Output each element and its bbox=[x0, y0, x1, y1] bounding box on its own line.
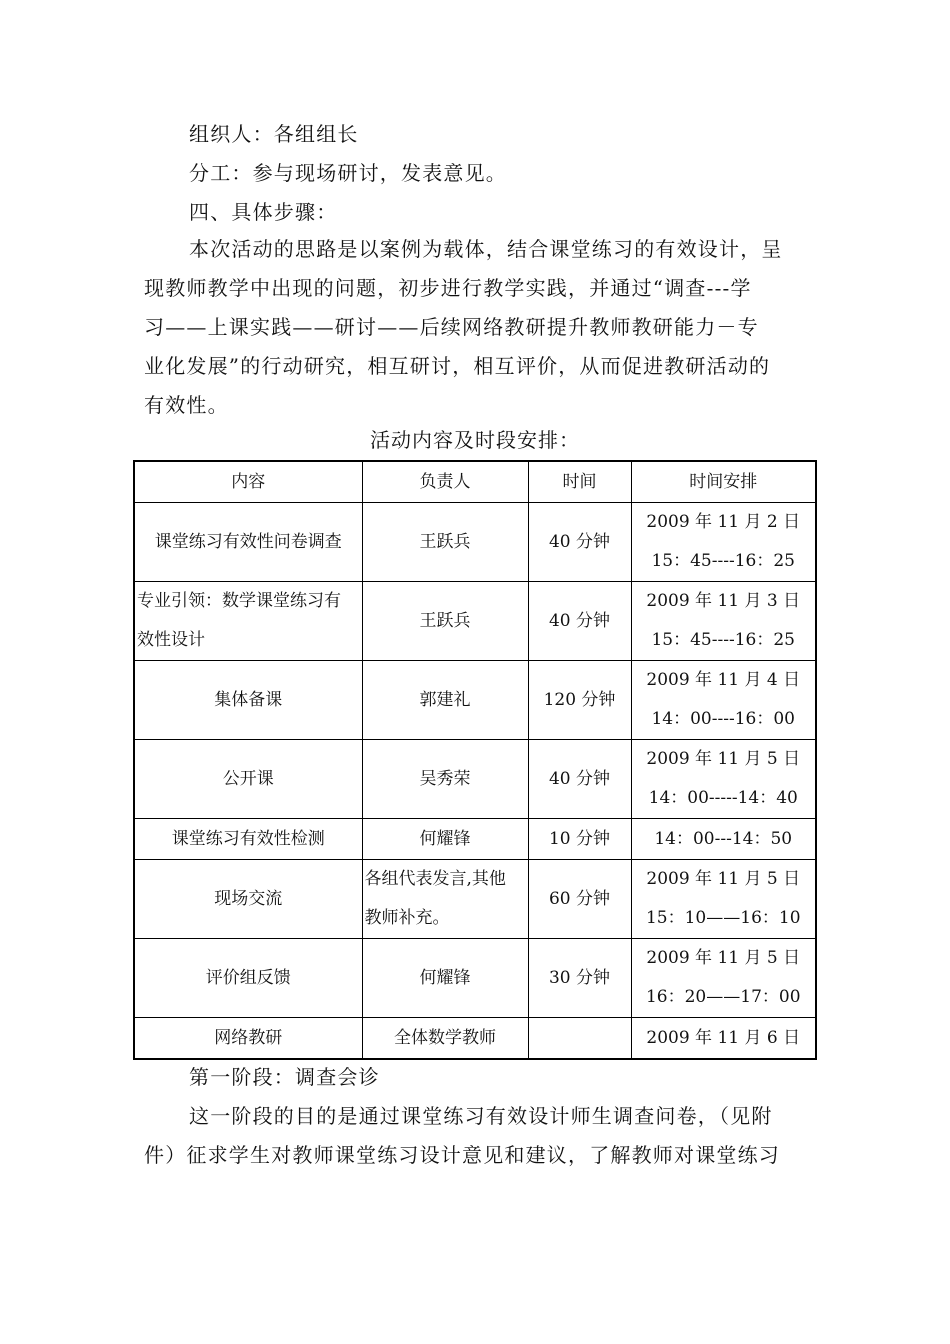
lead-cell-line: 何耀锋 bbox=[419, 967, 471, 988]
lead-cell-line: 各组代表发言,其他 bbox=[364, 869, 506, 889]
lead-cell-line: 郭建礼 bbox=[419, 689, 471, 710]
schedule-cell-line: 2009 年 11 月 5 日 bbox=[646, 869, 801, 889]
content-cell bbox=[134, 860, 362, 939]
lead-cell-line: 王跃兵 bbox=[419, 610, 471, 631]
schedule-cell-line: 15：45----16：25 bbox=[651, 630, 795, 650]
schedule-cell bbox=[631, 503, 816, 582]
schedule-cell bbox=[631, 582, 816, 661]
content-cell bbox=[134, 503, 362, 582]
schedule-cell-line: 2009 年 11 月 3 日 bbox=[646, 591, 801, 611]
schedule-cell bbox=[631, 740, 816, 819]
content-cell bbox=[134, 582, 362, 661]
schedule-cell-line: 2009 年 11 月 6 日 bbox=[646, 1027, 801, 1048]
table-row bbox=[134, 819, 816, 860]
schedule-cell-line: 2009 年 11 月 4 日 bbox=[646, 670, 801, 690]
lead-cell-line: 吴秀荣 bbox=[419, 768, 471, 789]
content-cell-line: 集体备课 bbox=[214, 689, 283, 710]
paragraph-line: 有效性。 bbox=[144, 393, 229, 417]
schedule-cell-line: 15：45----16：25 bbox=[651, 551, 795, 571]
table-row bbox=[134, 503, 816, 582]
paragraph-line: 业化发展”的行动研究，相互研讨，相互评价，从而促进教研活动的 bbox=[144, 354, 771, 378]
header-duration: 时间 bbox=[528, 461, 631, 503]
duration-cell: 60 分钟 bbox=[528, 860, 631, 939]
duration-cell: 40 分钟 bbox=[528, 740, 631, 819]
schedule-cell bbox=[631, 661, 816, 740]
table-row bbox=[134, 1018, 816, 1060]
schedule-table bbox=[133, 460, 817, 1060]
paragraph-line: 本次活动的思路是以案例为载体，结合课堂练习的有效设计，呈 bbox=[189, 237, 783, 261]
header-lead: 负责人 bbox=[362, 461, 528, 503]
lead-cell-line: 全体数学教师 bbox=[394, 1027, 496, 1048]
duration-cell: 120 分钟 bbox=[528, 661, 631, 740]
lead-cell-line: 教师补充。 bbox=[364, 908, 450, 928]
stage-heading: 第一阶段：调查会诊 bbox=[189, 1065, 380, 1089]
section-heading: 四、具体步骤： bbox=[189, 200, 338, 224]
content-cell bbox=[134, 1018, 362, 1060]
content-cell-line: 课堂练习有效性检测 bbox=[171, 828, 325, 849]
lead-cell-line: 王跃兵 bbox=[419, 531, 471, 552]
schedule-cell-line: 2009 年 11 月 5 日 bbox=[646, 749, 801, 769]
content-cell-line: 课堂练习有效性问卷调查 bbox=[154, 531, 342, 552]
schedule-cell-line: 16：20——17：00 bbox=[645, 987, 801, 1007]
organizer-line: 组织人：各组组长 bbox=[189, 122, 359, 146]
content-cell bbox=[134, 740, 362, 819]
content-cell-line: 网络教研 bbox=[214, 1027, 283, 1048]
table-header-row bbox=[134, 461, 816, 503]
table-row bbox=[134, 860, 816, 939]
header-content: 内容 bbox=[134, 461, 362, 503]
content-cell bbox=[134, 661, 362, 740]
duration-cell: 10 分钟 bbox=[528, 819, 631, 860]
schedule-cell bbox=[631, 860, 816, 939]
lead-cell-line: 何耀锋 bbox=[419, 828, 471, 849]
duration-cell: 40 分钟 bbox=[528, 582, 631, 661]
lead-cell bbox=[362, 740, 528, 819]
table-row bbox=[134, 939, 816, 1018]
content-cell-line: 评价组反馈 bbox=[205, 967, 291, 988]
content-cell bbox=[134, 939, 362, 1018]
content-cell bbox=[134, 819, 362, 860]
lead-cell bbox=[362, 503, 528, 582]
paragraph-line: 习——上课实践——研讨——后续网络教研提升教师教研能力－专 bbox=[144, 315, 759, 339]
content-cell-line: 现场交流 bbox=[214, 888, 283, 909]
schedule-cell-line: 2009 年 11 月 5 日 bbox=[646, 948, 801, 968]
table-row bbox=[134, 582, 816, 661]
stage-line: 这一阶段的目的是通过课堂练习有效设计师生调查问卷，（见附 bbox=[189, 1104, 773, 1128]
table-caption: 活动内容及时段安排： bbox=[370, 428, 580, 452]
duration-cell: 30 分钟 bbox=[528, 939, 631, 1018]
table-row bbox=[134, 740, 816, 819]
schedule-cell bbox=[631, 819, 816, 860]
schedule-cell bbox=[631, 1018, 816, 1060]
schedule-cell-line: 2009 年 11 月 2 日 bbox=[646, 512, 801, 532]
schedule-cell-line: 15：10——16：10 bbox=[645, 908, 801, 928]
schedule-cell bbox=[631, 939, 816, 1018]
stage-line: 件）征求学生对教师课堂练习设计意见和建议，了解教师对课堂练习 bbox=[144, 1143, 780, 1167]
schedule-cell-line: 14：00----16：00 bbox=[651, 709, 795, 729]
schedule-cell-line: 14：00-----14：40 bbox=[648, 788, 798, 808]
content-cell-line: 公开课 bbox=[222, 768, 274, 789]
division-line: 分工：参与现场研讨，发表意见。 bbox=[189, 161, 507, 185]
duration-cell bbox=[528, 1018, 631, 1060]
duration-cell: 40 分钟 bbox=[528, 503, 631, 582]
lead-cell bbox=[362, 860, 528, 939]
content-cell-line: 效性设计 bbox=[137, 630, 205, 650]
lead-cell bbox=[362, 1018, 528, 1060]
content-cell-line: 专业引领：数学课堂练习有 bbox=[137, 591, 341, 611]
table-row bbox=[134, 661, 816, 740]
lead-cell bbox=[362, 582, 528, 661]
lead-cell bbox=[362, 819, 528, 860]
schedule-cell-line: 14：00---14：50 bbox=[654, 828, 793, 849]
paragraph-line: 现教师教学中出现的问题，初步进行教学实践，并通过“调查---学 bbox=[144, 276, 752, 300]
header-schedule: 时间安排 bbox=[631, 461, 816, 503]
lead-cell bbox=[362, 661, 528, 740]
lead-cell bbox=[362, 939, 528, 1018]
